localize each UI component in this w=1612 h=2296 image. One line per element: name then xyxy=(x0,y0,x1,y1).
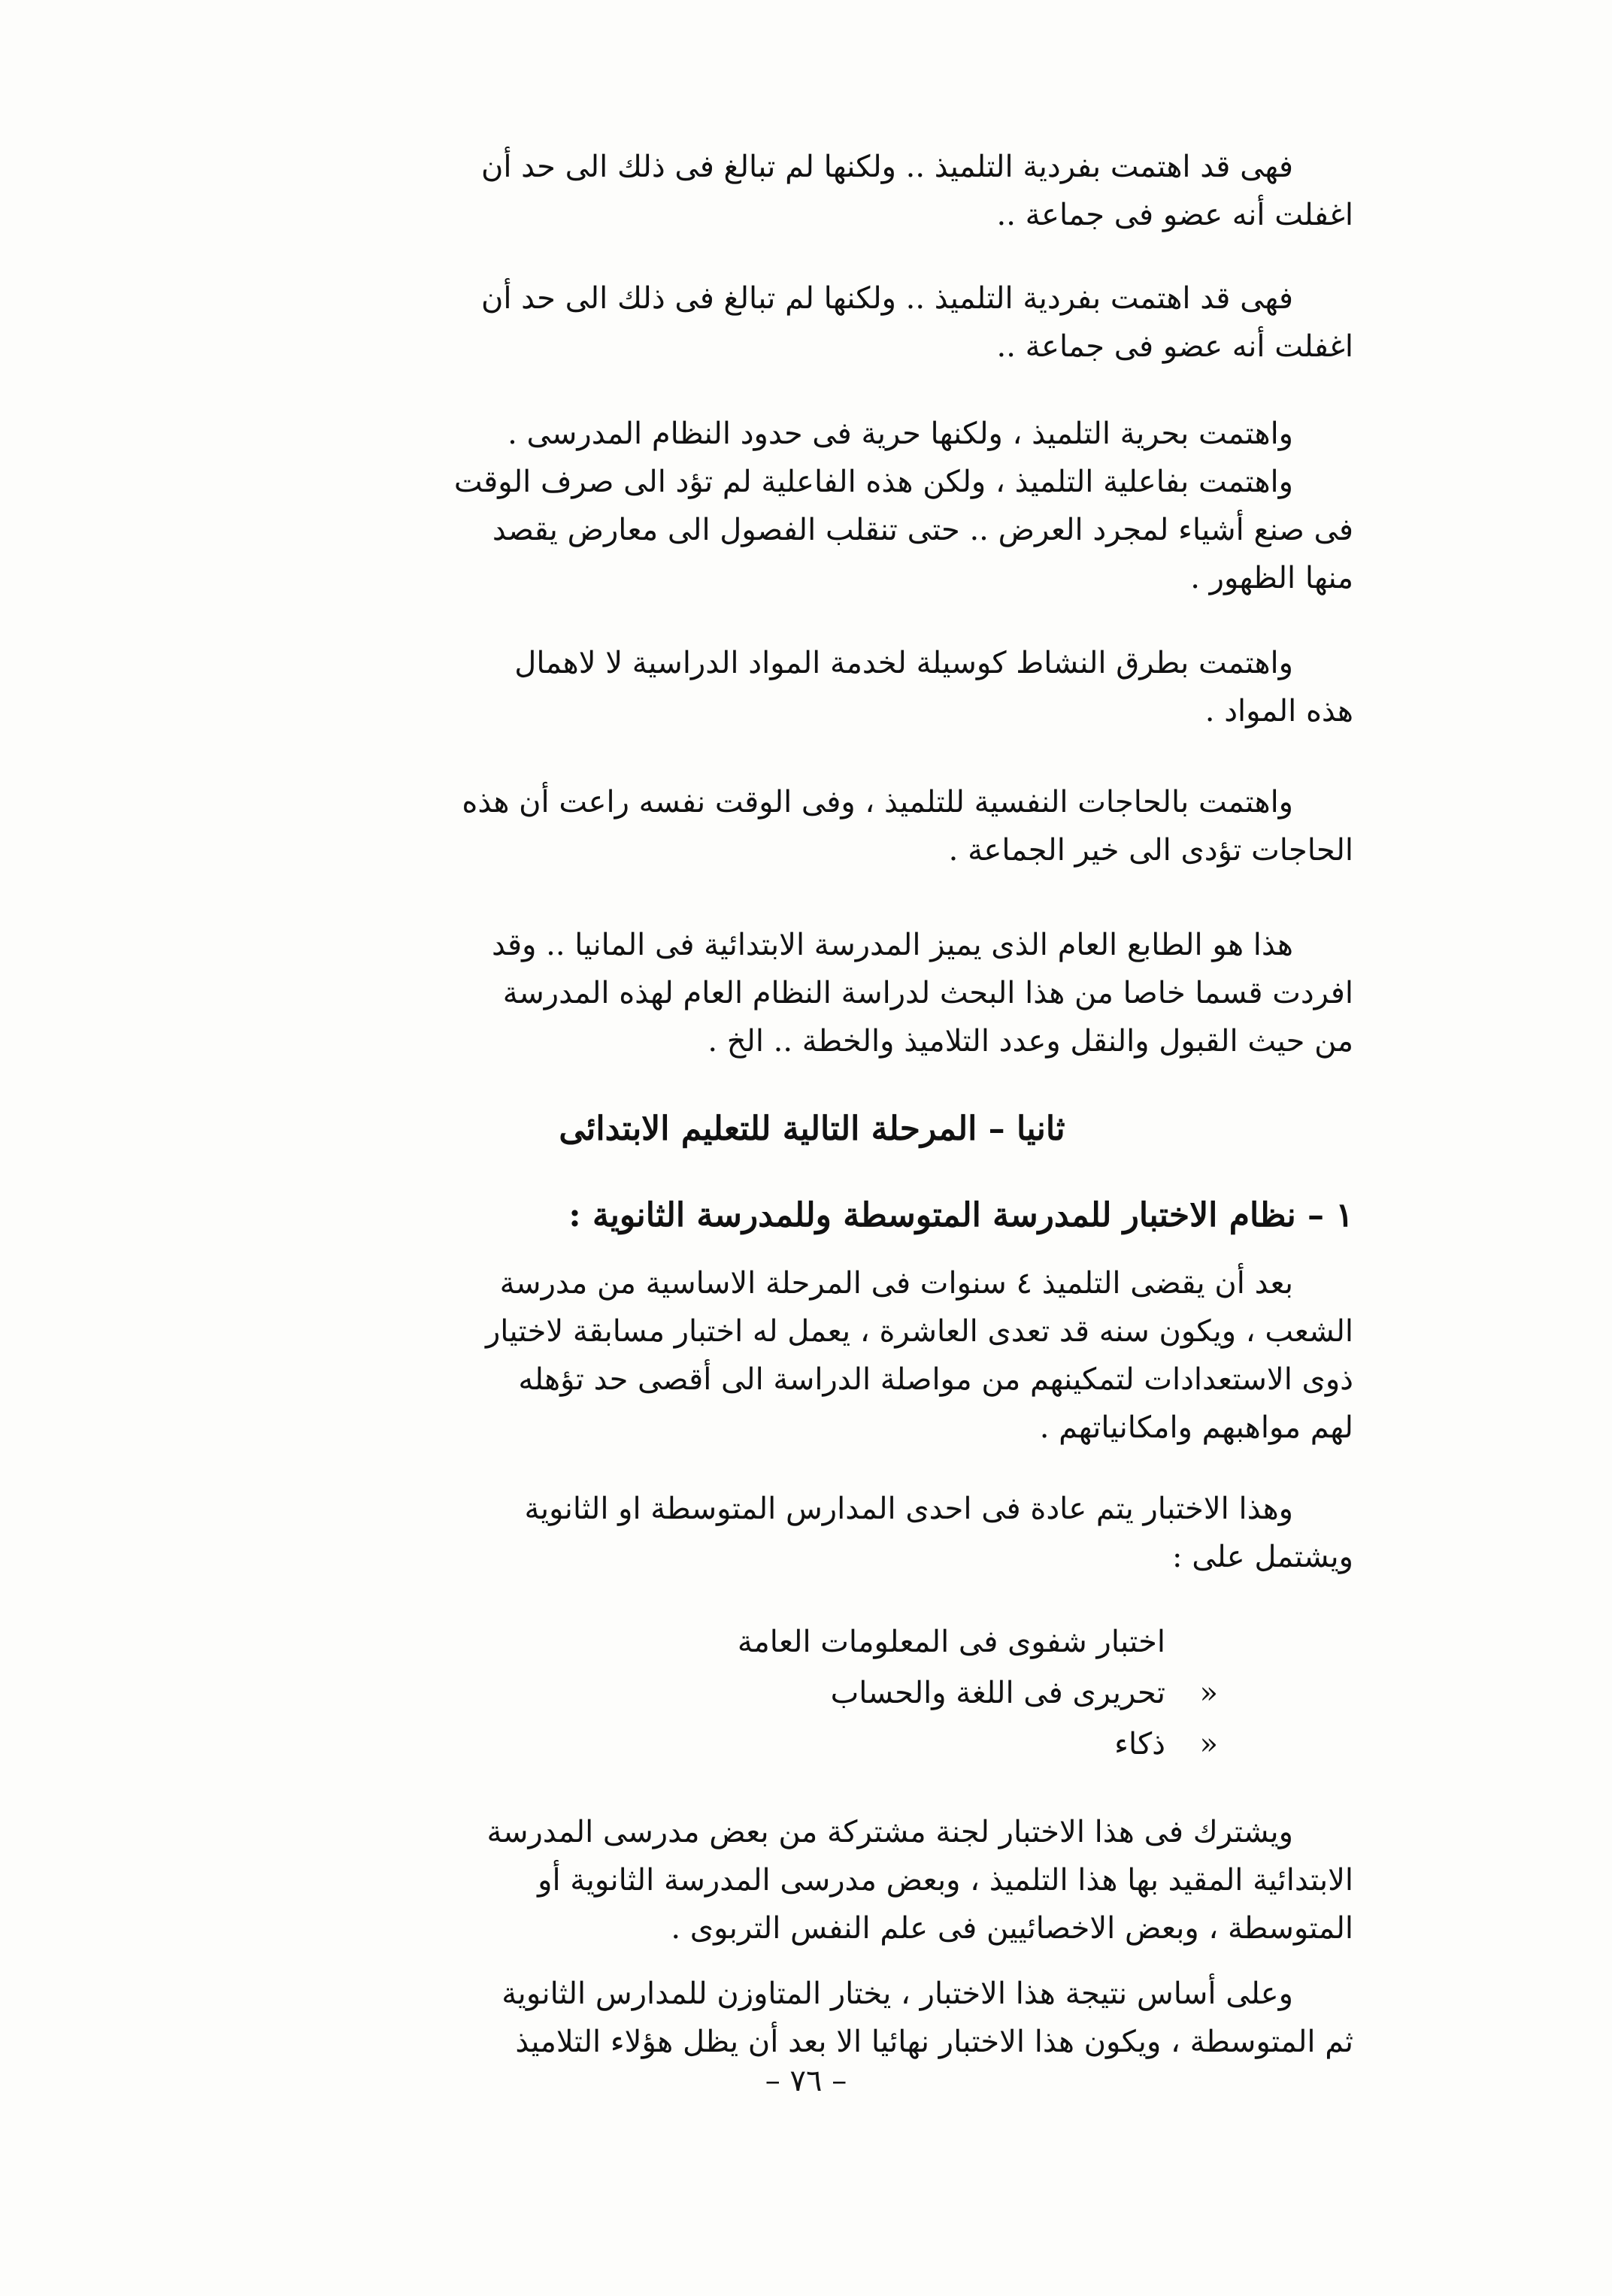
paragraph-line: من حيث القبول والنقل وعدد التلاميذ والخطة .. الخ . xyxy=(708,1024,1353,1059)
paragraph-1 xyxy=(271,143,1353,239)
paragraph-line: فى صنع أشياء لمجرد العرض .. حتى تنقلب الفصول الى معارض يقصد xyxy=(492,513,1353,547)
section-heading: ثانيا – المرحلة التالية للتعليم الابتدائى xyxy=(559,1110,1065,1148)
list-item-text: ذكاء xyxy=(1114,1727,1165,1761)
list-item xyxy=(752,1719,1233,1770)
paragraph-line: ذوى الاستعدادات لتمكينهم من مواصلة الدراسة الى أقصى حد تؤهله xyxy=(518,1362,1353,1397)
paragraph-line: وهذا الاختبار يتم عادة فى احدى المدارس المتوسطة او الثانوية xyxy=(524,1492,1293,1526)
paragraph-5 xyxy=(271,778,1353,874)
paragraph-line: فهى قد اهتمت بفردية التلميذ .. ولكنها لم تبالغ فى ذلك الى حد أن xyxy=(480,150,1293,184)
paragraph-6 xyxy=(271,921,1353,1065)
subsection-heading: ١ – نظام الاختبار للمدرسة المتوسطة وللمدرسة الثانوية : xyxy=(568,1196,1353,1234)
paragraph-line: واهتمت بحرية التلميذ ، ولكنها حرية فى حدود النظام المدرسى . xyxy=(508,416,1293,451)
paragraph-line: ثم المتوسطة ، ويكون هذا الاختبار نهائيا الا بعد أن يظل هؤلاء التلاميذ xyxy=(515,2025,1353,2059)
paragraph-line: هذا هو الطابع العام الذى يميز المدرسة الابتدائية فى المانيا .. وقد xyxy=(491,928,1293,962)
paragraph-3 xyxy=(271,410,1353,602)
paragraph-line: ويشتمل على : xyxy=(1172,1540,1353,1574)
paragraph-line: واهتمت بفاعلية التلميذ ، ولكن هذه الفاعلية لم تؤد الى صرف الوقت xyxy=(453,465,1293,499)
paragraph-line: الابتدائية المقيد بها هذا التلميذ ، وبعض مدرسى المدرسة الثانوية أو xyxy=(538,1863,1353,1898)
paragraph-line: لهم مواهبهم وامكانياتهم . xyxy=(1039,1410,1353,1445)
paragraph-8 xyxy=(271,1485,1353,1581)
paragraph-line: واهتمت بطرق النشاط كوسيلة لخدمة المواد الدراسية لا لاهمال xyxy=(514,646,1293,680)
list-item-text: تحريرى فى اللغة والحساب xyxy=(830,1676,1165,1710)
paragraph-line: الشعب ، ويكون سنه قد تعدى العاشرة ، يعمل له اختبار مسابقة لاختيار xyxy=(485,1314,1353,1349)
paragraph-line: واهتمت بالحاجات النفسية للتلميذ ، وفى الوقت نفسه راعت أن هذه xyxy=(462,785,1293,819)
paragraph-line: اغفلت أنه عضو فى جماعة .. xyxy=(996,198,1353,232)
paragraph-line: المتوسطة ، وبعض الاخصائيين فى علم النفس التربوى . xyxy=(671,1911,1353,1946)
ditto-mark: « xyxy=(1199,1676,1218,1710)
paragraph-line: ويشترك فى هذا الاختبار لجنة مشتركة من بعض مدرسى المدرسة xyxy=(486,1815,1293,1849)
ditto-mark: « xyxy=(1199,1727,1218,1761)
paragraph-line: الحاجات تؤدى الى خير الجماعة . xyxy=(948,833,1353,868)
paragraph-2 xyxy=(271,274,1353,371)
page-number: – ٧٦ – xyxy=(765,2064,847,2098)
paragraph-7 xyxy=(271,1259,1353,1452)
list-item xyxy=(737,1616,1233,1667)
paragraph-line: اغفلت أنه عضو فى جماعة .. xyxy=(996,329,1353,364)
list-item xyxy=(752,1667,1233,1719)
paragraph-10 xyxy=(271,1970,1353,2066)
paragraph-9 xyxy=(271,1808,1353,1952)
paragraph-line: وعلى أساس نتيجة هذا الاختبار ، يختار المتاوزن للمدارس الثانوية xyxy=(501,1976,1293,2011)
list-item-text: اختبار شفوى فى المعلومات العامة xyxy=(737,1625,1165,1659)
exam-list xyxy=(737,1616,1233,1770)
paragraph-line: بعد أن يقضى التلميذ ٤ سنوات فى المرحلة الاساسية من مدرسة xyxy=(499,1266,1293,1301)
paragraph-line: منها الظهور . xyxy=(1190,561,1353,595)
paragraph-line: فهى قد اهتمت بفردية التلميذ .. ولكنها لم تبالغ فى ذلك الى حد أن xyxy=(480,281,1293,316)
paragraph-4 xyxy=(271,639,1353,735)
paragraph-line: هذه المواد . xyxy=(1204,694,1353,728)
paragraph-line: افردت قسما خاصا من هذا البحث لدراسة النظام العام لهذه المدرسة xyxy=(502,976,1353,1010)
